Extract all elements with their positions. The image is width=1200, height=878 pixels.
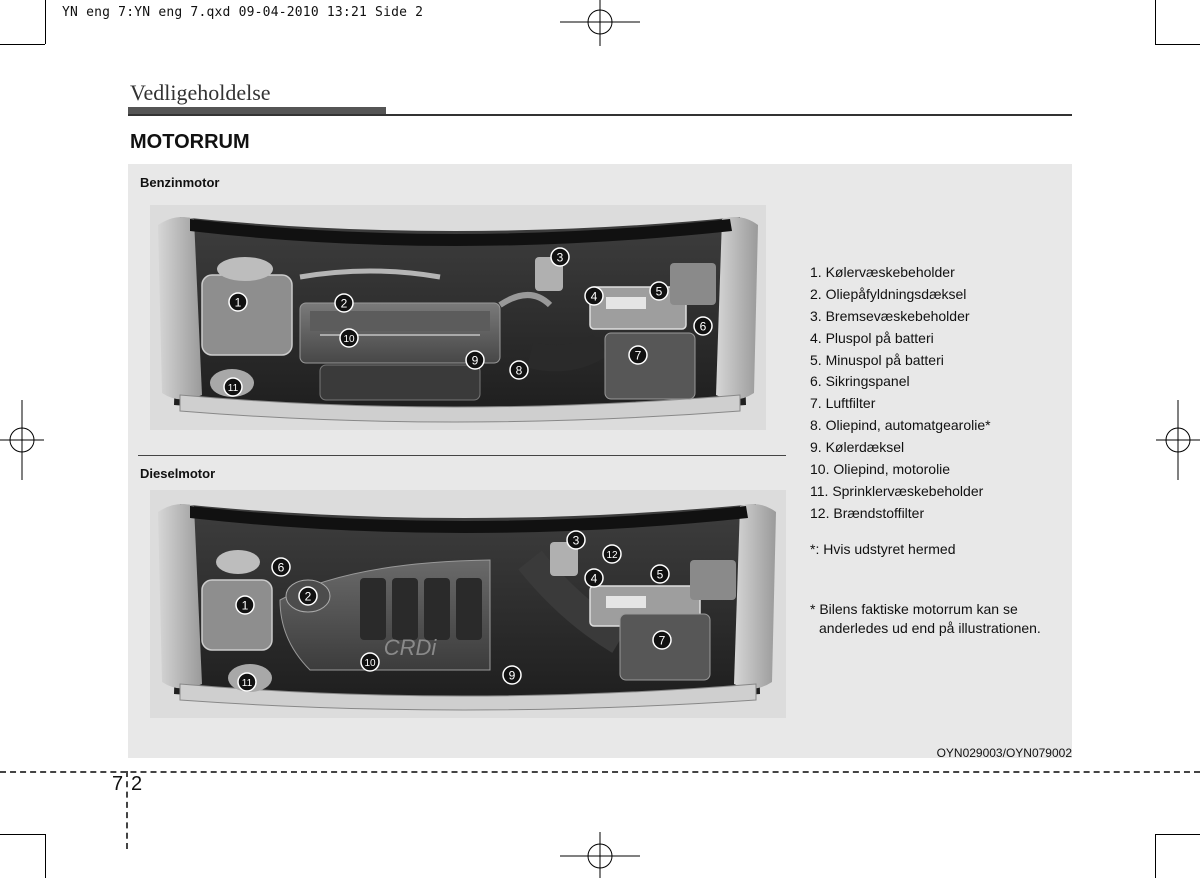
crop-mark (1155, 834, 1200, 835)
callout-marker (585, 569, 603, 587)
disclaimer-line: anderledes ud end på illustrationen. (819, 620, 1041, 636)
svg-text:11: 11 (227, 383, 239, 394)
svg-text:2: 2 (304, 589, 312, 604)
diesel-engine-label: Dieselmotor (140, 466, 216, 481)
crop-mark (45, 0, 46, 44)
callout-marker (694, 317, 712, 335)
svg-text:8: 8 (515, 363, 523, 378)
callout-marker (551, 248, 569, 266)
footer-rule (0, 771, 1200, 773)
callout-marker (510, 361, 528, 379)
svg-text:6: 6 (699, 319, 707, 334)
callout-marker (335, 294, 353, 312)
legend-item: 6. Sikringspanel (810, 373, 910, 390)
callout-marker (340, 329, 358, 347)
engine-cover-lettering: CRDi (383, 635, 437, 660)
page-number: 2 (131, 773, 143, 795)
callout-marker (629, 346, 647, 364)
svg-text:4: 4 (590, 289, 598, 304)
callout-marker (272, 558, 290, 576)
title-rule (128, 114, 1072, 116)
svg-text:7: 7 (634, 348, 642, 363)
registration-mark-icon (560, 0, 640, 48)
svg-text:9: 9 (508, 668, 516, 683)
legend-item: 2. Oliepåfyldningsdæksel (810, 285, 967, 302)
svg-text:4: 4 (590, 571, 598, 586)
callout-marker (361, 653, 379, 671)
callout-marker (650, 282, 668, 300)
svg-text:6: 6 (277, 560, 285, 575)
svg-text:11: 11 (241, 678, 253, 689)
legend-item: 4. Pluspol på batteri (810, 329, 934, 346)
registration-mark-icon (560, 830, 640, 878)
legend-item: 9. Kølerdæksel (810, 439, 905, 456)
page-heading: MOTORRUM (130, 131, 250, 153)
svg-text:7: 7 (658, 633, 666, 648)
callout-marker (603, 545, 621, 563)
legend-item: 5. Minuspol på batteri (810, 351, 944, 368)
print-slug: YN eng 7:YN eng 7.qxd 09-04-2010 13:21 Side 2 (62, 5, 424, 20)
crop-mark (1155, 834, 1156, 878)
legend-item: 1. Kølervæskebeholder (810, 264, 955, 280)
callout-marker (653, 631, 671, 649)
svg-text:3: 3 (572, 533, 580, 548)
legend-item: 10. Oliepind, motorolie (810, 461, 951, 478)
svg-text:9: 9 (471, 353, 479, 368)
legend-item: 8. Oliepind, automatgearolie* (810, 417, 991, 434)
callout-marker (229, 293, 247, 311)
callout-marker (238, 673, 256, 691)
figure-divider (138, 455, 786, 456)
crop-mark (0, 834, 45, 835)
crop-mark (45, 834, 46, 878)
legend-item: 7. Luftfilter (810, 395, 876, 412)
diesel-callouts (150, 490, 786, 718)
svg-text:5: 5 (656, 567, 664, 582)
svg-text:3: 3 (556, 250, 564, 265)
svg-text:1: 1 (241, 598, 249, 613)
parts-legend (810, 262, 1070, 525)
svg-text:2: 2 (340, 296, 348, 311)
figure-code: OYN029003/OYN079002 (936, 746, 1072, 760)
callout-marker (651, 565, 669, 583)
callout-marker (224, 378, 242, 396)
legend-item: 3. Bremsevæskebeholder (810, 307, 970, 324)
chapter-number: 7 (112, 773, 124, 795)
equipment-footnote: *: Hvis udstyret hermed (810, 541, 956, 557)
svg-text:10: 10 (364, 658, 376, 669)
disclaimer-line: * Bilens faktiske motorrum kan se (810, 601, 1018, 617)
section-title: Vedligeholdelse (130, 80, 271, 105)
svg-text:12: 12 (606, 550, 618, 561)
footer-separator (126, 771, 128, 849)
crop-mark (1155, 0, 1156, 44)
svg-text:1: 1 (234, 295, 242, 310)
registration-mark-icon (1154, 400, 1200, 480)
legend-item: 12. Brændstoffilter (810, 504, 925, 521)
legend-item: 11. Sprinklervæskebeholder (810, 482, 984, 499)
callout-marker (585, 287, 603, 305)
callout-marker (503, 666, 521, 684)
svg-text:5: 5 (655, 284, 663, 299)
callout-marker (299, 587, 317, 605)
callout-marker (567, 531, 585, 549)
illustration-disclaimer (810, 600, 1041, 638)
crop-mark (1155, 44, 1200, 45)
crop-mark (0, 44, 45, 45)
petrol-engine-label: Benzinmotor (140, 175, 220, 190)
petrol-callouts (150, 205, 766, 430)
callout-marker (466, 351, 484, 369)
callout-marker (236, 596, 254, 614)
registration-mark-icon (0, 400, 46, 480)
svg-text:10: 10 (343, 334, 355, 345)
